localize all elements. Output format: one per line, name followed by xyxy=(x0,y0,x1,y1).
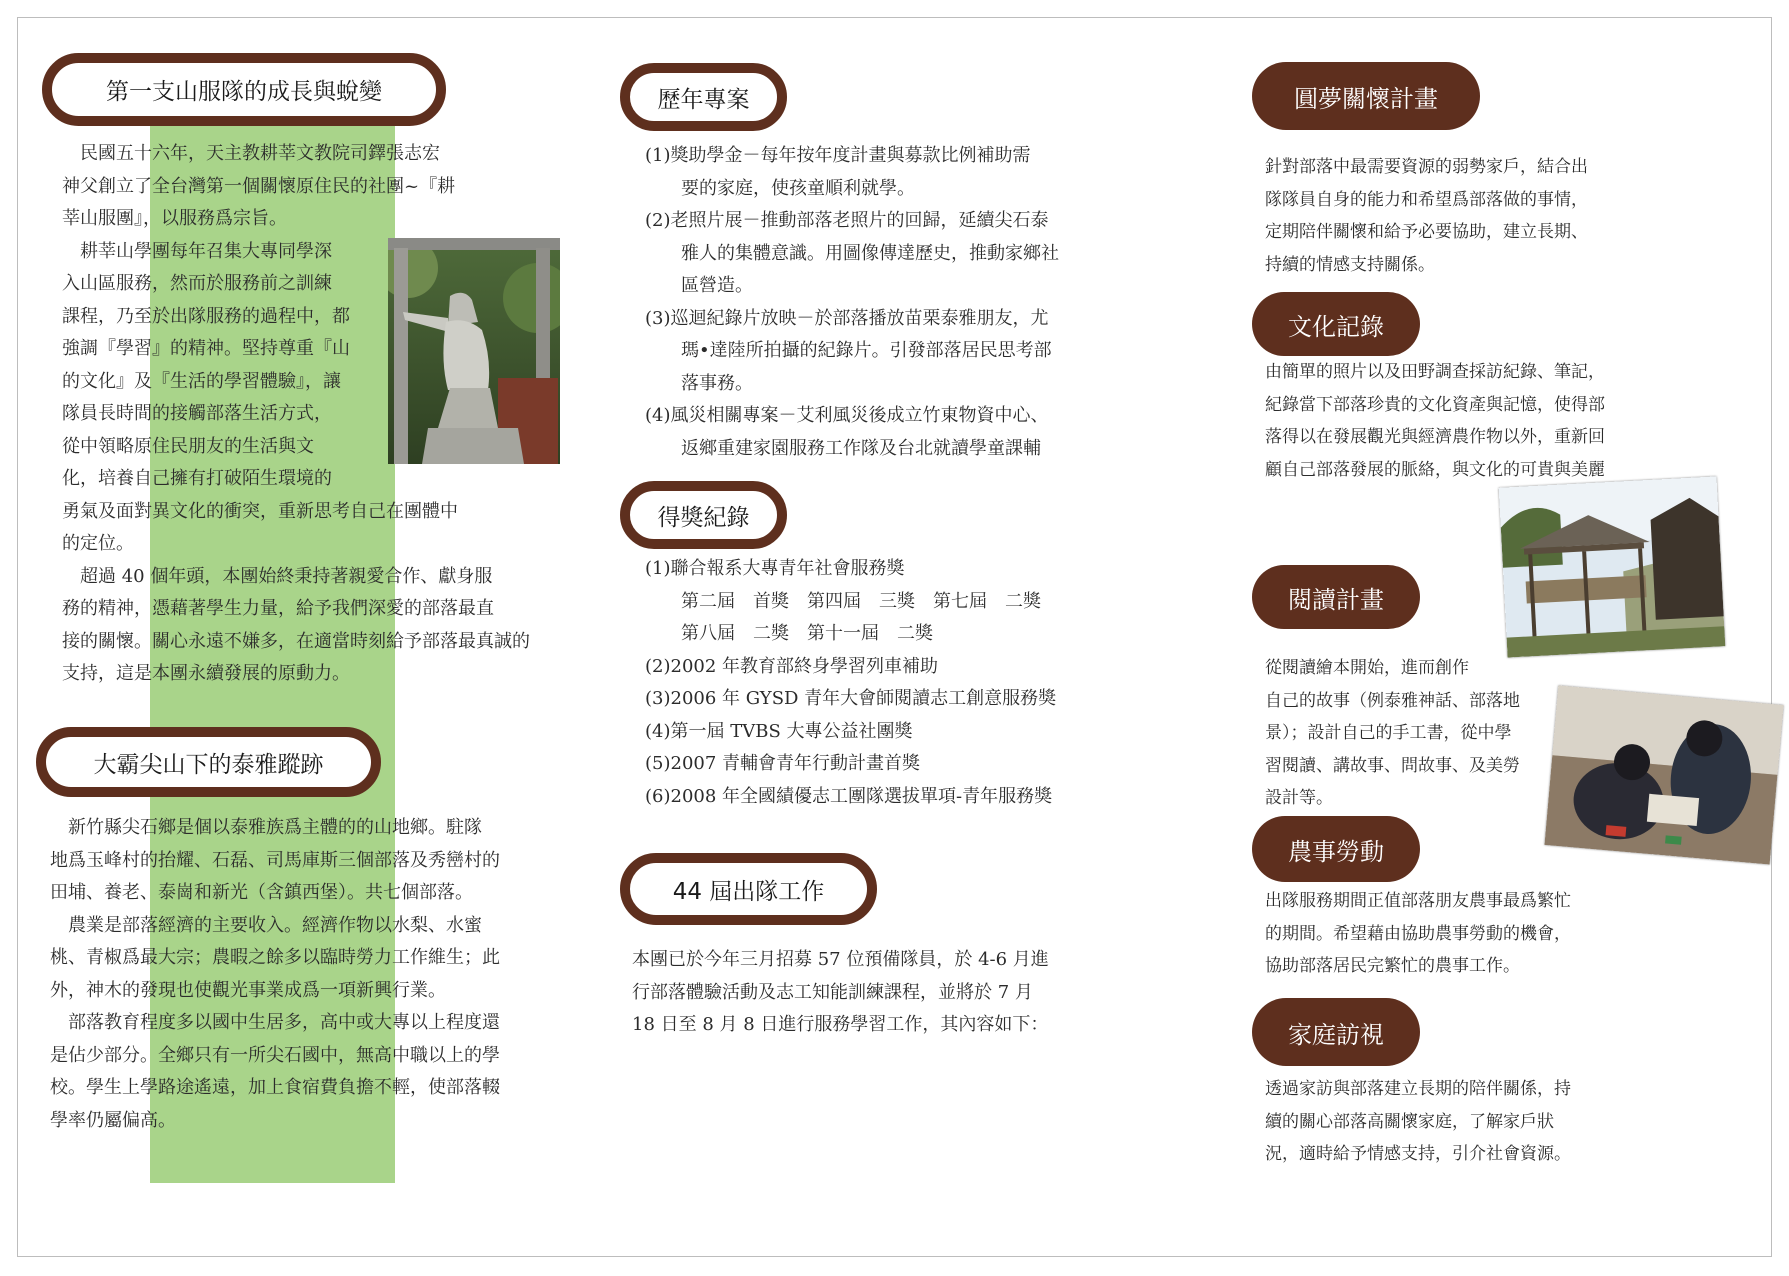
section-farm-title xyxy=(1252,816,1420,882)
work-line: 本團已於今年三月招募 57 位預備隊員，於 4-6 月進 xyxy=(632,949,1049,970)
heading-work-text: 44 屆出隊工作 xyxy=(672,878,825,905)
para-line: 務的精神，憑藉著學生力量，給予我們深愛的部落最直 xyxy=(62,598,494,619)
section-visit-text xyxy=(1265,1073,1571,1171)
para-atayal xyxy=(50,812,500,1137)
project-line: 要的家庭，使孩童順利就學。 xyxy=(645,177,915,199)
section-farm-title-text: 農事勞動 xyxy=(1288,837,1384,866)
section-line: 習閱讀、講故事、問故事、及美勞 xyxy=(1265,755,1520,776)
section-line: 的期間。希望藉由協助農事勞動的機會， xyxy=(1265,923,1571,944)
para-line: 超過 40 個年頭，本團始終秉持著親愛合作、獻身服 xyxy=(62,565,493,587)
heading-awards xyxy=(620,481,787,549)
section-dream-title xyxy=(1252,62,1480,130)
project-line: 雅人的集體意識。用圖像傳達歷史，推動家鄉社 xyxy=(645,242,1059,264)
work-text xyxy=(632,944,1049,1042)
para-line: 的文化』及『生活的學習體驗』，讓 xyxy=(62,370,341,392)
section-line: 協助部落居民完繁忙的農事工作。 xyxy=(1265,956,1520,976)
heading-awards-text: 得獎紀錄 xyxy=(657,504,750,531)
heading-atayal xyxy=(36,727,381,797)
hut-photo xyxy=(1499,476,1726,657)
reading-photo xyxy=(1544,685,1783,864)
section-line: 況，適時給予情感支持，引介社會資源。 xyxy=(1265,1144,1571,1164)
section-line: 針對部落中最需要資源的弱勢家戶，結合出 xyxy=(1265,157,1588,177)
para-line: 勇氣及面對異文化的衝突，重新思考自己在團體中 xyxy=(62,500,458,522)
para-line: 的定位。 xyxy=(62,533,134,554)
project-line: 落事務。 xyxy=(645,372,753,394)
section-culture-text xyxy=(1265,356,1605,486)
award-line: (1)聯合報系大專青年社會服務獎 xyxy=(645,558,905,579)
heading-projects-text: 歷年專案 xyxy=(657,86,750,113)
para-line: 耕莘山學團每年召集大專同學深 xyxy=(62,240,332,262)
award-line: (4)第一屆 TVBS 大專公益社團獎 xyxy=(645,720,913,742)
project-line: (3)巡迴紀錄片放映－於部落播放苗栗泰雅朋友，尤 xyxy=(645,307,1049,329)
para-line: 外，神木的發現也使觀光事業成爲一項新興行業。 xyxy=(50,979,446,1001)
section-line: 透過家訪與部落建立長期的陪伴關係，持 xyxy=(1265,1079,1571,1099)
project-line: 瑪•達陸所拍攝的紀錄片。引發部落居民思考部 xyxy=(645,340,1052,361)
section-line: 從閱讀繪本開始，進而創作 xyxy=(1265,658,1469,678)
para-line: 神父創立了全台灣第一個關懷原住民的社團~『耕 xyxy=(62,175,456,197)
award-line: (3)2006 年 GYSD 青年大會師閱讀志工創意服務獎 xyxy=(645,688,1057,709)
para-line: 農業是部落經濟的主要收入。經濟作物以水梨、水蜜 xyxy=(50,914,482,936)
heading-growth-text: 第一支山服隊的成長與蛻變 xyxy=(106,79,382,105)
work-line: 18 日至 8 月 8 日進行服務學習工作，其內容如下： xyxy=(632,1014,1049,1035)
para-line: 課程，乃至於出隊服務的過程中，都 xyxy=(62,305,350,327)
section-culture-title-text: 文化記錄 xyxy=(1288,312,1384,341)
section-visit-title xyxy=(1252,998,1420,1066)
project-line: 返鄉重建家園服務工作隊及台北就讀學童課輔 xyxy=(645,437,1041,459)
award-line: (5)2007 青輔會青年行動計畫首獎 xyxy=(645,753,921,774)
section-line: 出隊服務期間正值部落朋友農事最爲繁忙 xyxy=(1265,891,1571,911)
heading-work xyxy=(620,853,877,925)
para-line: 強調『學習』的精神。堅持尊重『山 xyxy=(62,338,350,359)
para-line: 莘山服團』，以服務爲宗旨。 xyxy=(62,208,287,229)
projects-list xyxy=(645,140,1059,465)
section-line: 由簡單的照片以及田野調查採訪紀錄、筆記， xyxy=(1265,362,1605,382)
section-line: 續的關心部落高關懷家庭，了解家戶狀 xyxy=(1265,1111,1554,1132)
para-line: 地爲玉峰村的抬耀、石磊、司馬庫斯三個部落及秀巒村的 xyxy=(50,849,500,871)
section-reading-title-text: 閱讀計畫 xyxy=(1288,585,1384,614)
para-line: 田埔、養老、泰崗和新光（含鎮西堡）。共七個部落。 xyxy=(50,882,473,903)
section-line: 設計等。 xyxy=(1265,788,1333,808)
section-reading-text xyxy=(1265,652,1520,815)
para-line: 化，培養自己擁有打破陌生環境的 xyxy=(62,468,332,489)
para-line: 校。學生上學路途遙遠，加上食宿費負擔不輕，使部落輟 xyxy=(50,1077,500,1098)
section-reading-title xyxy=(1252,565,1420,629)
heading-projects xyxy=(620,63,787,131)
awards-list xyxy=(645,553,1056,813)
section-line: 顧自己部落發展的脈絡，與文化的可貴與美麗 xyxy=(1265,459,1605,480)
section-line: 自己的故事（例泰雅神話、部落地 xyxy=(1265,690,1520,711)
section-line: 定期陪伴關懷和給予必要協助，建立長期、 xyxy=(1265,222,1588,242)
para-line: 桃、青椒爲最大宗；農暇之餘多以臨時勞力工作維生；此 xyxy=(50,947,500,968)
para-line: 新竹縣尖石鄉是個以泰雅族爲主體的的山地鄉。駐隊 xyxy=(50,817,482,838)
heading-atayal-text: 大霸尖山下的泰雅蹤跡 xyxy=(93,751,324,778)
project-line: (4)風災相關專案－艾利風災後成立竹東物資中心、 xyxy=(645,405,1049,426)
section-line: 落得以在發展觀光與經濟農作物以外，重新回 xyxy=(1265,427,1605,447)
para-line: 學率仍屬偏高。 xyxy=(50,1109,176,1131)
award-line: (2)2002 年教育部終身學習列車補助 xyxy=(645,655,939,677)
para-line: 部落教育程度多以國中生居多，高中或大專以上程度還 xyxy=(50,1012,500,1033)
project-line: (1)獎助學金－每年按年度計畫與募款比例補助需 xyxy=(645,145,1031,166)
section-line: 景）；設計自己的手工書，從中學 xyxy=(1265,723,1512,743)
para-line: 接的關懷。關心永遠不嫌多，在適當時刻給予部落最真誠的 xyxy=(62,630,530,652)
project-line: 區營造。 xyxy=(645,275,753,296)
heading-growth xyxy=(42,53,446,126)
section-visit-title-text: 家庭訪視 xyxy=(1288,1020,1384,1049)
section-culture-title xyxy=(1252,292,1420,356)
section-dream-text xyxy=(1265,151,1588,281)
para-line: 隊員長時間的接觸部落生活方式， xyxy=(62,403,332,424)
para-line: 民國五十六年，天主教耕莘文教院司鐸張志宏 xyxy=(62,143,440,164)
section-line: 隊隊員自身的能力和希望爲部落做的事情， xyxy=(1265,189,1588,210)
statue-photo xyxy=(388,238,560,464)
work-line: 行部落體驗活動及志工知能訓練課程，並將於 7 月 xyxy=(632,981,1033,1003)
section-dream-title-text: 圓夢關懷計畫 xyxy=(1294,84,1438,113)
section-line: 紀錄當下部落珍貴的文化資產與記憶，使得部 xyxy=(1265,394,1605,415)
award-line: (6)2008 年全國績優志工團隊選拔單項-青年服務獎 xyxy=(645,785,1053,807)
award-line: 第八屆 二獎 第十一屆 二獎 xyxy=(645,623,933,644)
para-line: 支持，這是本團永續發展的原動力。 xyxy=(62,663,350,684)
para-line: 從中領略原住民朋友的生活與文 xyxy=(62,435,314,457)
project-line: (2)老照片展－推動部落老照片的回歸，延續尖石泰 xyxy=(645,210,1049,231)
section-farm-text xyxy=(1265,885,1571,983)
section-line: 持續的情感支持關係。 xyxy=(1265,254,1435,275)
para-line: 入山區服務，然而於服務前之訓練 xyxy=(62,273,332,294)
award-line: 第二屆 首獎 第四屆 三獎 第七屆 二獎 xyxy=(645,590,1041,612)
para-line: 是佔少部分。全鄉只有一所尖石國中，無高中職以上的學 xyxy=(50,1044,500,1066)
